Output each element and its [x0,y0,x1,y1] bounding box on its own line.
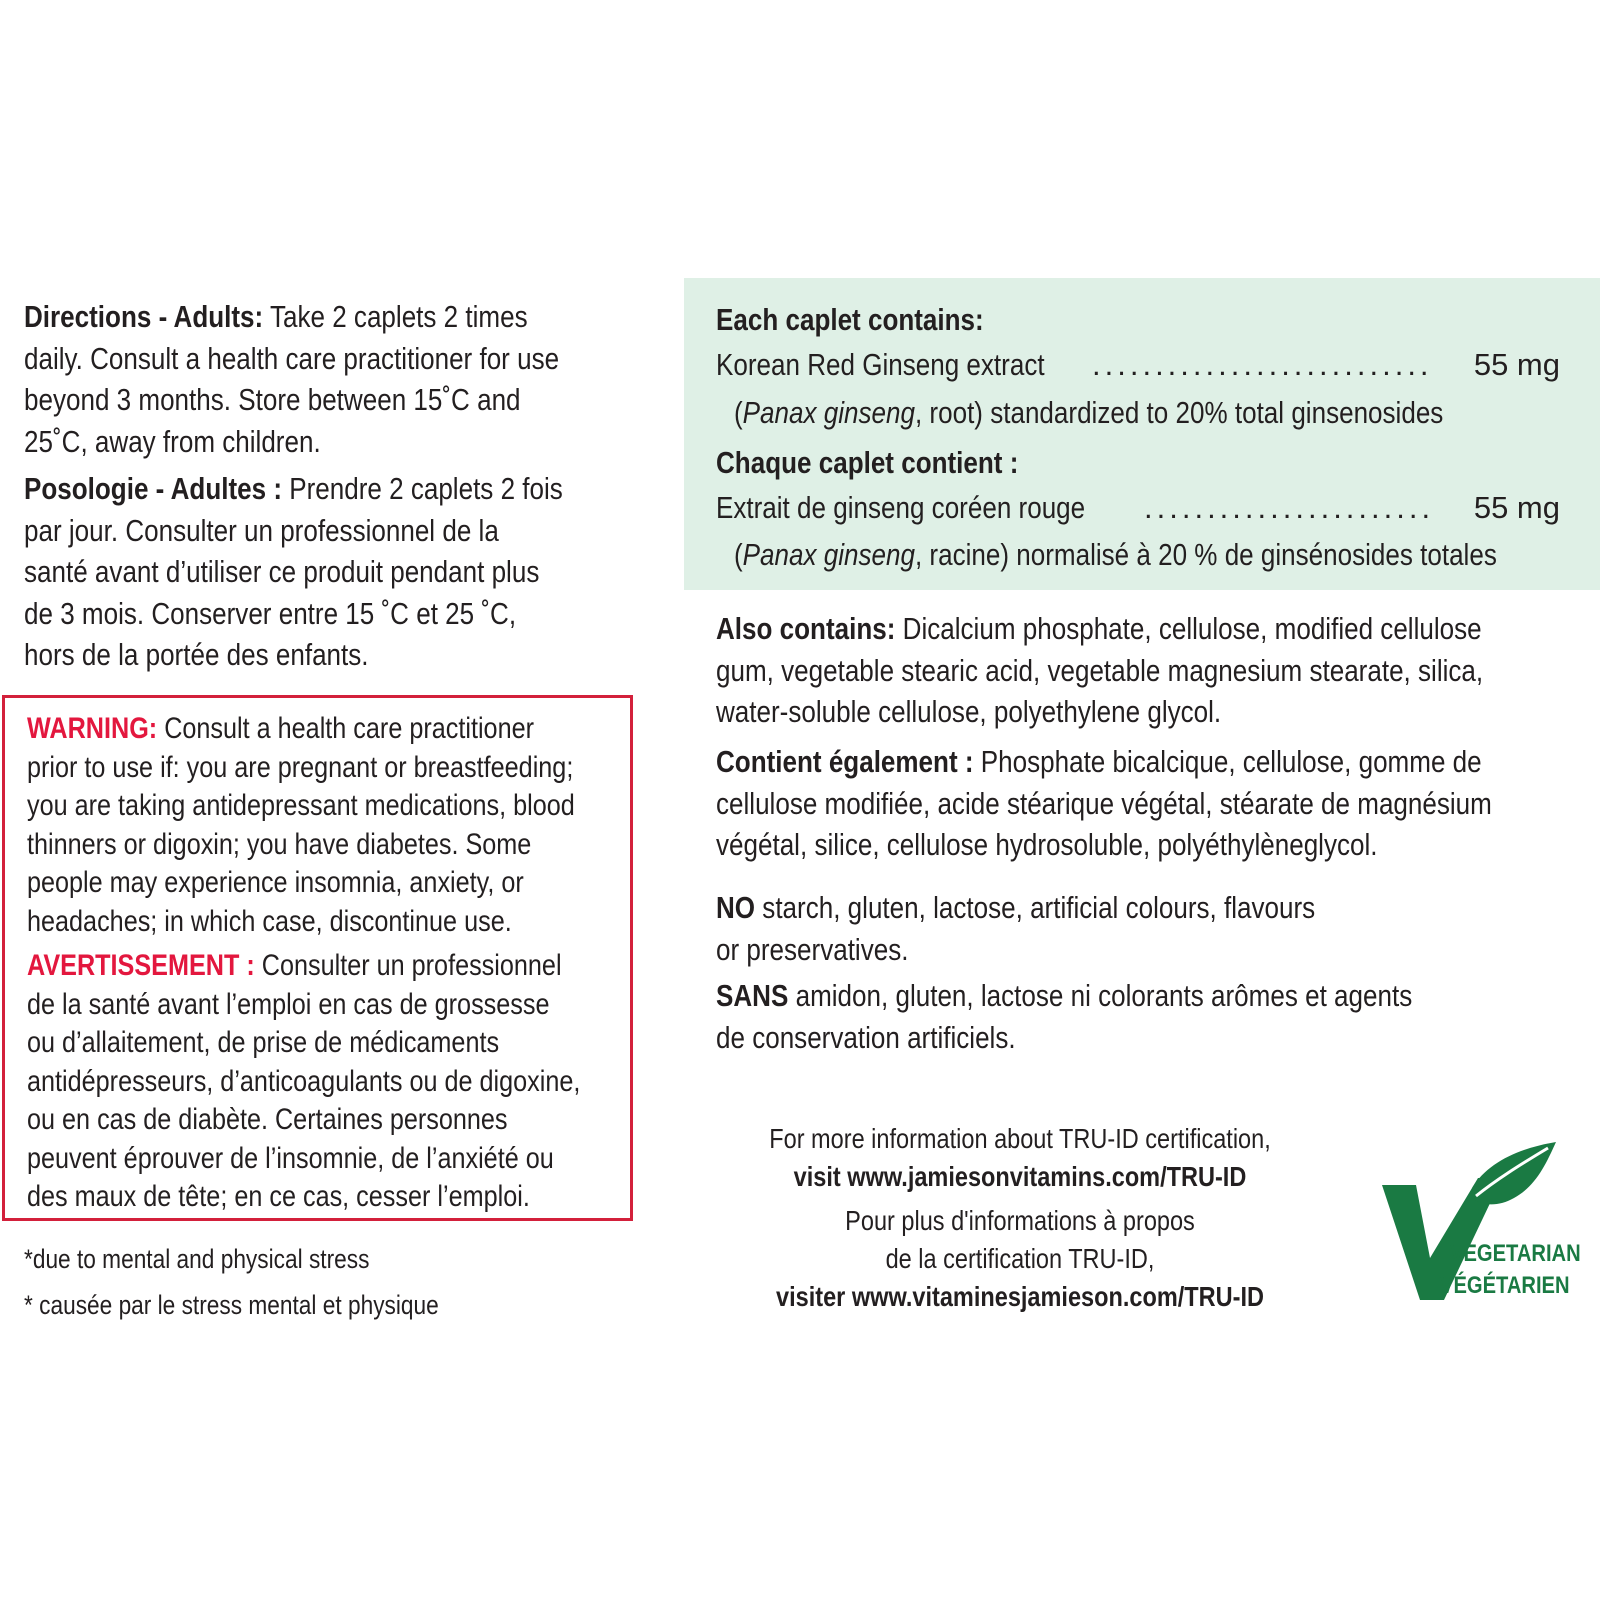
truid-link-fr[interactable]: visiter www.vitaminesjamieson.com/TRU-ID [776,1281,1264,1312]
also-contains-en: Also contains: Dicalcium phosphate, cellulose, modified cellulose gum, vegetable stearic acid, vegetable magnesium stearate, silica, water-soluble cellulose, polyethylene glycol. [716,611,1484,729]
free-from-en-word: NO [716,890,756,925]
ingredient-name-fr: Extrait de ginseng coréen rouge [716,490,1086,525]
leader-dots-fr: ....................... [1144,490,1435,525]
ingredient-source-en: (Panax ginseng, root) standardized to 20% total ginsenosides [734,395,1444,430]
vegetarian-label-en: VEGETARIAN [1450,1240,1581,1267]
footnote-fr: * causée par le stress mental et physique [24,1290,439,1320]
warning-box [2,695,633,1221]
truid-line-3: Pour plus d'informations à propos [845,1205,1195,1236]
warning-fr: AVERTISSEMENT : Consulter un professionnel de la santé avant l’emploi en cas de grossesse ou d’allaitement, de prise de médicaments antidépresseurs, d’anticoagulants ou de digoxine, ou en cas de diabète. Certaines personnes peuvent éprouver de l’insomnie, de l’anxiété ou des maux de tête; en ce cas, cesser l’emploi. [27,949,581,1213]
truid-link-en[interactable]: visit www.jamiesonvitamins.com/TRU-ID [793,1161,1247,1192]
ingredient-amount-fr: 55 mg [1473,490,1560,525]
directions-fr: Posologie - Adultes : Prendre 2 caplets 2 fois par jour. Consulter un professionnel de la santé avant d’utiliser ce produit pendant plus de 3 mois. Conserver entre 15 ˚C et 25 ˚C, hors de la portée des enfants. [24,471,563,672]
vegetarian-badge [1380,1140,1590,1310]
free-from-en: NO starch, gluten, lactose, artificial colours, flavours or preservatives. [716,890,1316,967]
directions-en: Directions - Adults: Take 2 caplets 2 times daily. Consult a health care practitioner for use beyond 3 months. Store between 15˚C and 25˚C, away from children. [24,299,560,459]
leader-dots-en: ........................... [1092,347,1433,382]
ingredient-source-fr: (Panax ginseng, racine) normalisé à 20 % de ginsénosides totales [734,537,1497,572]
directions-en-heading: Directions - Adults: [24,299,264,334]
truid-info [700,1120,1340,1316]
free-from-fr: SANS amidon, gluten, lactose ni colorants arômes et agents de conservation artificiels. [716,978,1413,1055]
warning-en-label: WARNING: [27,712,158,745]
also-contains-en-heading: Also contains: [716,611,896,646]
truid-line-4: de la certification TRU-ID, [885,1243,1155,1274]
contents-en-heading: Each caplet contains: [716,302,984,337]
also-contains-fr: Contient également : Phosphate bicalcique, cellulose, gomme de cellulose modifiée, acide stéarique végétal, stéarate de magnésium végétal, silice, cellulose hydrosoluble, polyéthylèneglycol. [716,744,1492,862]
ingredient-name-en: Korean Red Ginseng extract [716,347,1045,382]
ingredient-amount-en: 55 mg [1473,347,1560,382]
warning-fr-label: AVERTISSEMENT : [27,949,255,982]
footnote-en: *due to mental and physical stress [24,1244,370,1274]
directions-section [24,296,674,682]
contents-fr-heading: Chaque caplet contient : [716,445,1019,480]
vegetarian-label-fr: VÉGÉTARIEN [1440,1272,1570,1299]
directions-fr-heading: Posologie - Adultes : [24,471,282,506]
warning-en: WARNING: Consult a health care practitioner prior to use if: you are pregnant or breastfeeding; you are taking antidepressant medications, blood thinners or digoxin; you have diabetes. Some people may experience insomnia, anxiety, or headaches; in which case, discontinue use. [27,712,575,938]
truid-line-1: For more information about TRU-ID certification, [769,1123,1271,1154]
free-from-fr-word: SANS [716,978,789,1013]
also-contains-fr-heading: Contient également : [716,744,974,779]
